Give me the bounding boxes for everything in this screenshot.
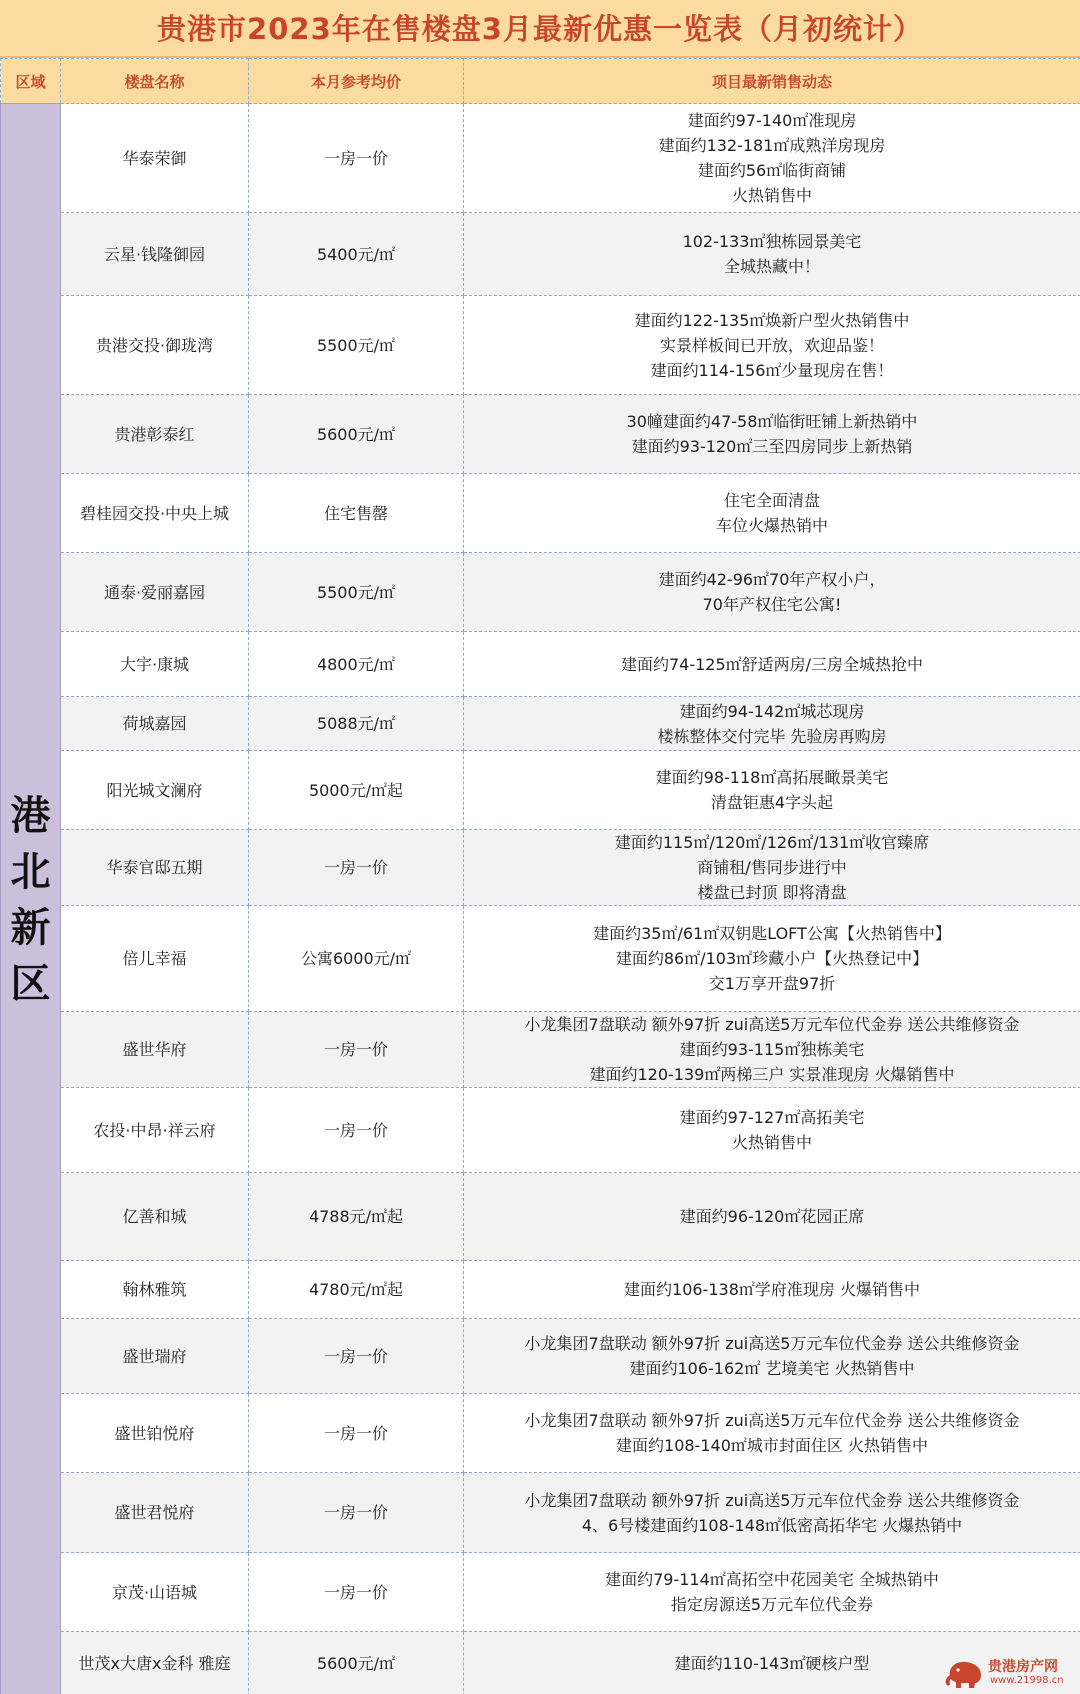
price-cell: 一房一价 — [249, 1473, 464, 1553]
table-row — [1, 104, 1080, 213]
price-cell: 5088元/㎡ — [249, 697, 464, 751]
sales-news-cell — [464, 1473, 1080, 1553]
sales-news-line: 建面约79-114㎡高拓空中花园美宅 全城热销中 — [605, 1570, 939, 1589]
project-name-cell: 京茂·山语城 — [61, 1553, 249, 1632]
price-cell: 5600元/㎡ — [249, 1632, 464, 1694]
price-cell: 5400元/㎡ — [249, 213, 464, 296]
table-row — [1, 632, 1080, 697]
price-cell: 5500元/㎡ — [249, 296, 464, 395]
table-body — [1, 104, 1080, 1694]
region-cell — [1, 104, 61, 1694]
project-name-cell: 亿善和城 — [61, 1173, 249, 1261]
sales-news-cell — [464, 474, 1080, 553]
price-cell: 一房一价 — [249, 1012, 464, 1088]
sales-news-line: 建面约97-127㎡高拓美宅 — [679, 1108, 865, 1127]
sales-news-line: 小龙集团7盘联动 额外97折 zui高送5万元车位代金券 送公共维修资金 — [524, 1334, 1020, 1353]
sales-news-line: 4、6号楼建面约108-148㎡低密高拓华宅 火爆热销中 — [581, 1515, 963, 1535]
sales-news-line: 102-133㎡独栋园景美宅 — [682, 232, 862, 251]
project-name-cell: 荷城嘉园 — [61, 697, 249, 751]
column-header-price: 本月参考均价 — [249, 59, 464, 104]
table-row — [1, 1473, 1080, 1553]
project-name-cell: 盛世瑞府 — [61, 1319, 249, 1394]
sales-news-line: 火热销售中 — [731, 1133, 812, 1152]
project-name-cell: 阳光城文澜府 — [61, 751, 249, 830]
price-cell: 4788元/㎡起 — [249, 1173, 464, 1261]
sales-news-line: 建面约74-125㎡舒适两房/三房全城热抢中 — [620, 654, 924, 674]
sales-news-cell — [464, 1319, 1080, 1394]
sales-news-line: 建面约35㎡/61㎡双钥匙LOFT公寓【火热销售中】 — [593, 924, 951, 943]
price-cell: 一房一价 — [249, 830, 464, 906]
price-cell: 4780元/㎡起 — [249, 1261, 464, 1319]
sales-news-line: 建面约94-142㎡城芯现房 — [679, 701, 865, 721]
price-cell: 一房一价 — [249, 1553, 464, 1632]
sales-news-line: 建面约97-140㎡准现房 — [687, 111, 857, 130]
sales-news-line: 全城热藏中！ — [723, 257, 820, 276]
column-header-news: 项目最新销售动态 — [464, 59, 1080, 104]
elephant-logo-icon — [944, 1655, 986, 1689]
sales-news-line: 建面约110-143㎡硬核户型 — [674, 1654, 870, 1673]
sales-news-line: 建面约93-115㎡独栋美宅 — [679, 1040, 865, 1059]
watermark — [944, 1654, 1076, 1690]
sales-news-cell — [464, 213, 1080, 296]
watermark-brand: 贵港房产网 — [988, 1659, 1058, 1675]
sales-news-line: 楼栋整体交付完毕 先验房再购房 — [657, 726, 887, 746]
project-name-cell: 通泰·爱丽嘉园 — [61, 553, 249, 632]
sales-news-line: 建面约86㎡/103㎡珍藏小户【火热登记中】 — [615, 949, 929, 968]
column-header-region: 区域 — [1, 59, 61, 104]
sales-news-line: 建面约115㎡/120㎡/126㎡/131㎡收官臻席 — [614, 833, 930, 852]
sales-news-cell — [464, 1088, 1080, 1173]
sales-news-cell — [464, 296, 1080, 395]
table-row — [1, 395, 1080, 474]
project-name-cell: 大宇·康城 — [61, 632, 249, 697]
listing-table — [0, 58, 1080, 1694]
table-row — [1, 697, 1080, 751]
sales-news-cell — [464, 1012, 1080, 1088]
watermark-url: www.21998.cn — [990, 1675, 1064, 1686]
table-row — [1, 1173, 1080, 1261]
sales-news-line: 车位火爆热销中 — [715, 516, 828, 535]
price-cell: 5500元/㎡ — [249, 553, 464, 632]
sales-news-line: 建面约96-120㎡花园正席 — [679, 1207, 865, 1226]
price-cell: 一房一价 — [249, 1319, 464, 1394]
table-row — [1, 1012, 1080, 1088]
price-cell: 一房一价 — [249, 1394, 464, 1473]
sales-news-line: 建面约93-120㎡三至四房同步上新热销 — [631, 437, 913, 456]
sales-news-cell — [464, 1553, 1080, 1632]
page-title: 贵港市2023年在售楼盘3月最新优惠一览表（月初统计） — [0, 0, 1080, 58]
project-name-cell: 华泰官邸五期 — [61, 830, 249, 906]
project-name-cell: 贵港彰泰红 — [61, 395, 249, 474]
price-cell: 5000元/㎡起 — [249, 751, 464, 830]
project-name-cell: 贵港交投·御珑湾 — [61, 296, 249, 395]
price-cell: 4800元/㎡ — [249, 632, 464, 697]
region-label: 港北新区 — [10, 792, 51, 1007]
sales-news-cell — [464, 632, 1080, 697]
sales-news-cell — [464, 104, 1080, 213]
project-name-cell: 翰林雅筑 — [61, 1261, 249, 1319]
sales-news-line: 70年产权住宅公寓! — [702, 595, 842, 614]
sales-news-line: 建面约42-96㎡70年产权小户， — [658, 570, 886, 589]
table-row — [1, 1088, 1080, 1173]
sales-news-cell — [464, 906, 1080, 1012]
sales-news-cell — [464, 553, 1080, 632]
project-name-cell: 碧桂园交投·中央上城 — [61, 474, 249, 553]
sales-news-line: 建面约106-138㎡学府准现房 火爆销售中 — [624, 1280, 920, 1299]
table-row — [1, 474, 1080, 553]
price-cell: 5600元/㎡ — [249, 395, 464, 474]
sales-news-cell — [464, 830, 1080, 906]
sales-news-line: 建面约132-181㎡成熟洋房现房 — [658, 136, 886, 155]
table-row — [1, 751, 1080, 830]
price-cell: 一房一价 — [249, 1088, 464, 1173]
project-name-cell: 世茂x大唐x金科 雅庭 — [61, 1632, 249, 1694]
table-row — [1, 906, 1080, 1012]
project-name-cell: 倍儿幸福 — [61, 906, 249, 1012]
price-cell: 公寓6000元/㎡ — [249, 906, 464, 1012]
sales-news-line: 指定房源送5万元车位代金券 — [670, 1595, 874, 1614]
table-row — [1, 1261, 1080, 1319]
table-row — [1, 830, 1080, 906]
sales-news-line: 建面约106-162㎡ 艺境美宅 火热销售中 — [629, 1359, 915, 1378]
sales-news-cell — [464, 697, 1080, 751]
sales-news-line: 建面约98-118㎡高拓展瞰景美宅 — [655, 768, 889, 787]
sales-news-line: 建面约122-135㎡焕新户型火热销售中 — [634, 310, 910, 330]
sales-news-line: 楼盘已封顶 即将清盘 — [697, 883, 847, 902]
sales-news-line: 建面约120-139㎡两梯三户 实景准现房 火爆销售中 — [589, 1065, 955, 1084]
project-name-cell: 盛世华府 — [61, 1012, 249, 1088]
sales-news-line: 清盘钜惠4字头起 — [710, 793, 834, 812]
sales-news-line: 建面约56㎡临街商铺 — [697, 161, 847, 180]
sales-news-line: 火热销售中 — [731, 186, 812, 205]
table-row — [1, 553, 1080, 632]
table-row — [1, 1632, 1080, 1694]
sales-news-line: 实景样板间已开放，欢迎品鉴！ — [659, 335, 884, 355]
price-cell: 住宅售罄 — [249, 474, 464, 553]
column-header-name: 楼盘名称 — [61, 59, 249, 104]
table-header-row — [1, 59, 1080, 104]
project-name-cell: 农投·中昂·祥云府 — [61, 1088, 249, 1173]
project-name-cell: 盛世君悦府 — [61, 1473, 249, 1553]
sales-news-cell — [464, 751, 1080, 830]
sales-news-cell — [464, 1261, 1080, 1319]
sales-news-line: 小龙集团7盘联动 额外97折 zui高送5万元车位代金券 送公共维修资金 — [524, 1015, 1020, 1034]
project-name-cell: 盛世铂悦府 — [61, 1394, 249, 1473]
table-row — [1, 1394, 1080, 1473]
table-row — [1, 1319, 1080, 1394]
sales-news-line: 30幢建面约47-58㎡临街旺铺上新热销中 — [626, 412, 918, 431]
sales-news-cell — [464, 1394, 1080, 1473]
table-row — [1, 1553, 1080, 1632]
price-cell: 一房一价 — [249, 104, 464, 213]
project-name-cell: 云星·钱隆御园 — [61, 213, 249, 296]
sales-news-line: 交1万享开盘97折 — [708, 974, 836, 993]
sales-news-line: 建面约108-140㎡城市封面住区 火热销售中 — [616, 1436, 928, 1455]
sales-news-cell — [464, 395, 1080, 474]
sales-news-cell — [464, 1173, 1080, 1261]
sales-news-line: 小龙集团7盘联动 额外97折 zui高送5万元车位代金券 送公共维修资金 — [524, 1411, 1020, 1430]
table-row — [1, 296, 1080, 395]
sales-news-line: 商铺租/售同步进行中 — [697, 858, 847, 877]
sales-news-line: 建面约114-156㎡少量现房在售！ — [650, 360, 894, 380]
sales-news-line: 住宅全面清盘 — [723, 491, 820, 510]
table-row — [1, 213, 1080, 296]
project-name-cell: 华泰荣御 — [61, 104, 249, 213]
sales-news-line: 小龙集团7盘联动 额外97折 zui高送5万元车位代金券 送公共维修资金 — [524, 1490, 1020, 1510]
